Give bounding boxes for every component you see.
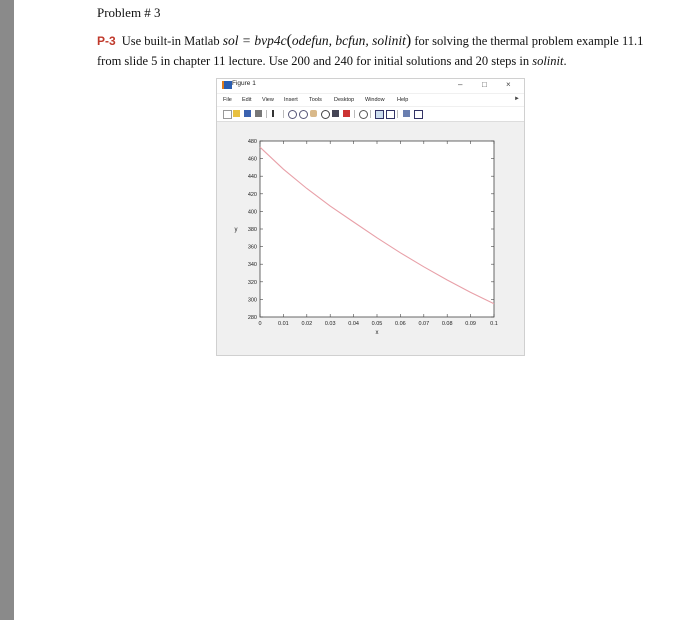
y-tick-label: 320 xyxy=(247,279,257,286)
link-icon[interactable] xyxy=(359,110,368,119)
x-tick-label: 0 xyxy=(258,321,262,327)
y-tick-label: 480 xyxy=(247,139,257,145)
y-tick-label: 440 xyxy=(247,174,257,181)
zoom-out-icon[interactable] xyxy=(299,110,308,119)
legend-icon[interactable] xyxy=(386,110,395,119)
problem-text-before: Use built-in Matlab xyxy=(121,34,223,48)
hide-plottools-icon[interactable] xyxy=(403,110,410,117)
toolbar-separator xyxy=(397,110,398,118)
plot-area xyxy=(260,141,494,317)
save-icon[interactable] xyxy=(244,110,251,117)
y-tick-label: 400 xyxy=(247,209,257,216)
problem-text-end: . xyxy=(563,54,567,68)
problem-text-after: for solving the thermal problem example 11.1 from slide 5 in chapter 11 lecture. Use 200 and 240 for initial solutions and 20 steps in xyxy=(97,34,644,68)
pan-icon[interactable] xyxy=(310,110,317,117)
x-axis-label: x xyxy=(375,330,379,336)
y-tick-label: 340 xyxy=(247,262,257,269)
datacursor-icon[interactable] xyxy=(332,110,339,117)
figure-title: Figure 1 xyxy=(232,80,256,87)
x-tick-label: 0.04 xyxy=(348,321,359,327)
zoom-in-icon[interactable] xyxy=(288,110,297,119)
y-axis-label: y xyxy=(234,227,238,233)
minimize-button[interactable]: – xyxy=(458,80,463,89)
problem-statement xyxy=(97,31,657,71)
menu-help[interactable]: Help xyxy=(397,97,409,103)
x-tick-label: 0.06 xyxy=(395,321,406,327)
formula-lhs: sol xyxy=(222,33,239,48)
matlab-figure-icon xyxy=(222,81,232,89)
toolbar-separator xyxy=(370,110,371,118)
formula: sol = bvp4c(odefun, bcfun, solinit) xyxy=(222,32,412,49)
formula-fn: bvp4c xyxy=(254,33,287,48)
open-icon[interactable] xyxy=(233,110,240,117)
x-tick-label: 0.07 xyxy=(418,321,430,327)
menu-file[interactable]: File xyxy=(223,97,232,103)
x-tick-label: 0.02 xyxy=(301,321,313,327)
menu-tools[interactable]: Tools xyxy=(309,97,322,103)
line-chart xyxy=(217,123,524,353)
y-tick-label: 380 xyxy=(247,227,257,233)
menu-edit[interactable]: Edit xyxy=(242,97,252,103)
toolbar-separator xyxy=(354,110,355,118)
new-icon[interactable] xyxy=(223,110,232,119)
problem-text-italic: solinit xyxy=(532,54,564,68)
toolbar-separator xyxy=(283,110,284,118)
figure-menubar xyxy=(217,94,524,106)
x-tick-label: 0.01 xyxy=(278,321,289,327)
menu-insert[interactable]: Insert xyxy=(284,97,298,103)
maximize-button[interactable]: □ xyxy=(482,80,487,89)
menu-desktop[interactable]: Desktop xyxy=(334,97,355,103)
left-margin-bar xyxy=(0,0,14,620)
menu-view[interactable]: View xyxy=(262,97,274,103)
y-tick-label: 360 xyxy=(247,244,257,251)
colorbar-icon[interactable] xyxy=(375,110,384,119)
x-tick-label: 0.1 xyxy=(490,321,498,327)
rotate-icon[interactable] xyxy=(321,110,330,119)
matlab-figure-window xyxy=(216,78,525,356)
figure-titlebar xyxy=(217,79,524,93)
y-tick-label: 300 xyxy=(247,297,257,304)
menu-overflow-arrow-icon[interactable]: ► xyxy=(514,96,520,102)
y-tick-label: 280 xyxy=(247,315,257,321)
show-plottools-icon[interactable] xyxy=(414,110,423,119)
x-tick-label: 0.05 xyxy=(371,321,383,327)
y-tick-label: 420 xyxy=(247,191,257,198)
menu-window[interactable]: Window xyxy=(365,97,385,103)
toolbar-separator xyxy=(266,110,267,118)
formula-eq: = xyxy=(238,33,255,48)
y-tick-label: 460 xyxy=(247,156,257,163)
x-tick-label: 0.03 xyxy=(324,321,336,327)
close-button[interactable]: × xyxy=(506,80,511,89)
pointer-icon[interactable] xyxy=(272,110,278,117)
print-icon[interactable] xyxy=(255,110,262,117)
x-tick-label: 0.08 xyxy=(441,321,453,327)
brush-icon[interactable] xyxy=(343,110,350,117)
problem-heading: Problem # 3 xyxy=(97,5,161,20)
x-tick-label: 0.09 xyxy=(465,321,476,327)
problem-code: P-3 xyxy=(97,34,116,48)
formula-args: odefun, bcfun, solinit xyxy=(291,33,406,48)
figure-toolbar xyxy=(217,107,524,122)
